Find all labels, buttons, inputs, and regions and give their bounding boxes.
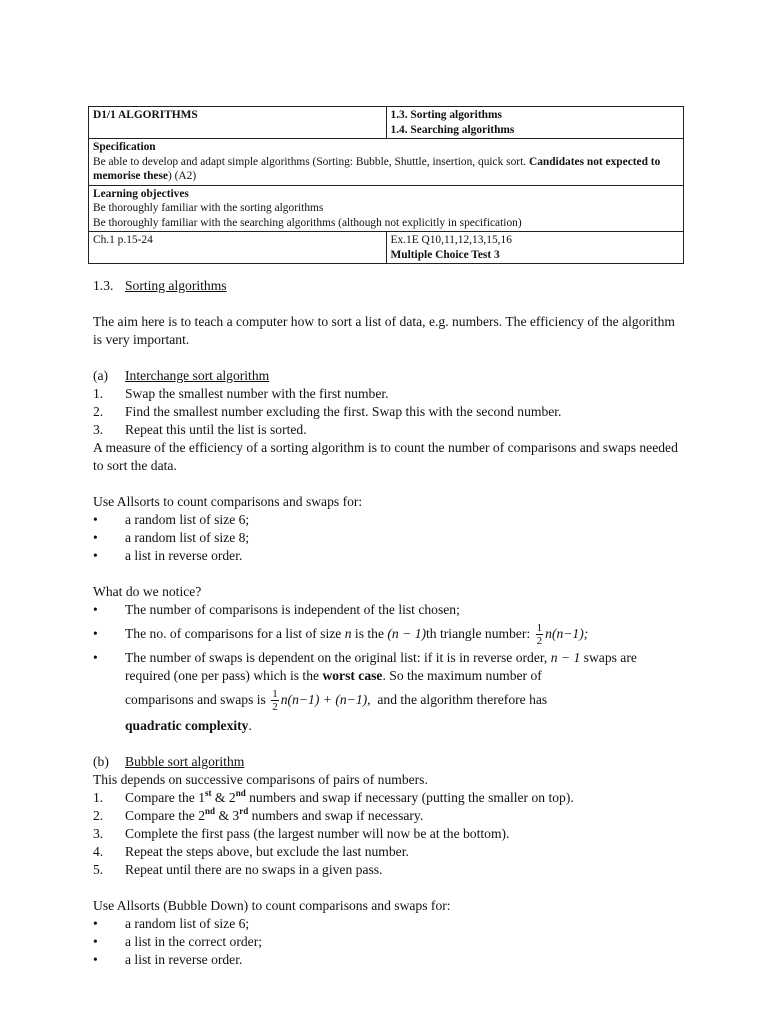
list-item — [93, 511, 683, 529]
bold-term: quadratic complexity — [125, 718, 249, 733]
list-item — [93, 825, 683, 843]
fraction-denominator: 2 — [536, 635, 543, 648]
ordinal-suffix: nd — [205, 806, 216, 816]
list-item — [93, 861, 683, 879]
math-variable: n — [344, 626, 352, 641]
objectives-cell — [89, 185, 684, 232]
step-text: Complete the first pass (the largest number will now be at the bottom). — [125, 826, 510, 841]
observation-text: The number of comparisons is independent of the list chosen; — [125, 602, 460, 617]
formula-line — [125, 685, 683, 715]
text-fragment: numbers and swap if necessary. — [248, 808, 424, 823]
list-item — [93, 933, 683, 951]
list-item — [93, 789, 683, 807]
text-fragment: & 3 — [215, 808, 240, 823]
section-number: 1.3. — [93, 278, 114, 293]
step-text — [125, 789, 574, 807]
fraction-numerator: 1 — [272, 688, 278, 701]
document-body — [93, 277, 683, 969]
step-text: Swap the smallest number with the first number. — [125, 386, 389, 401]
text-fragment: numbers and swap if necessary (putting the smaller on top). — [245, 790, 574, 805]
efficiency-paragraph: A measure of the efficiency of a sorting algorithm is to count the number of comparisons and swaps needed to sort the data. — [93, 440, 678, 473]
observation-text — [125, 649, 683, 735]
step-number: 3. — [93, 826, 104, 841]
exercise-reference: Ex.1E Q10,11,12,13,15,16 — [390, 234, 512, 246]
objective-item: Be thoroughly familiar with the searching algorithms (although not explicitly in specification) — [93, 216, 522, 229]
bold-term: worst case — [322, 668, 383, 683]
list-text: a list in the correct order; — [125, 934, 263, 949]
bullet-icon — [93, 933, 125, 951]
section-intro: The aim here is to teach a computer how to sort a list of data, e.g. numbers. The efficiency of the algorithm is very important. — [93, 314, 675, 347]
math-formula: n(n−1) + (n−1), — [280, 692, 371, 707]
text-fragment: swaps are required (one per pass) which is the — [125, 650, 637, 683]
text-fragment: . So the maximum number of — [382, 668, 542, 683]
subsection-label: (a) — [93, 368, 109, 383]
fraction-numerator: 1 — [536, 622, 543, 635]
text-fragment: comparisons and swaps is — [125, 692, 266, 707]
math-expression: (n − 1) — [387, 626, 427, 641]
step-number: 1. — [93, 790, 104, 805]
bullet-icon — [93, 951, 125, 969]
bullet-icon — [93, 649, 125, 667]
bullet-icon — [93, 511, 125, 529]
test-reference: Multiple Choice Test 3 — [390, 248, 500, 261]
list-item — [93, 951, 683, 969]
text-fragment: . — [248, 718, 252, 733]
specification-text: Be able to develop and adapt simple algorithms (Sorting: Bubble, Shuttle, insertion, quick sort. — [93, 155, 527, 168]
section-title: Sorting algorithms — [125, 278, 227, 293]
text-fragment: is the — [354, 626, 384, 641]
text-fragment: and the algorithm therefore has — [377, 692, 548, 707]
subsection-title: Interchange sort algorithm — [125, 368, 270, 383]
specification-bold-note: Candidates not expected to memorise these — [93, 155, 661, 182]
objectives-heading: Learning objectives — [93, 187, 189, 200]
step-number: 5. — [93, 862, 104, 877]
text-fragment: The no. of comparisons for a list of size — [125, 626, 342, 641]
list-item — [93, 601, 683, 619]
topic-sorting: 1.3. Sorting algorithms — [390, 109, 502, 121]
ordinal-suffix: st — [205, 788, 212, 798]
list-item — [93, 403, 683, 421]
bubble-intro: This depends on successive comparisons of pairs of numbers. — [93, 772, 428, 787]
list-item — [93, 807, 683, 825]
step-number: 1. — [93, 386, 104, 401]
subsection-label: (b) — [93, 754, 109, 769]
subsection-title: Bubble sort algorithm — [125, 754, 245, 769]
list-item — [93, 529, 683, 547]
subsection-heading — [93, 367, 683, 385]
fraction-half — [536, 622, 544, 647]
list-text: a list in reverse order. — [125, 952, 243, 967]
observation-text — [125, 619, 588, 649]
list-item — [93, 649, 683, 735]
text-fragment: The number of swaps is dependent on the original list: if it is in reverse order, — [125, 650, 548, 665]
allsorts-bubble-instruction: Use Allsorts (Bubble Down) to count comparisons and swaps for: — [93, 898, 451, 913]
list-item — [93, 915, 683, 933]
step-text — [125, 807, 423, 825]
ordinal-suffix: rd — [239, 806, 249, 816]
step-number: 2. — [93, 808, 104, 823]
list-item — [93, 547, 683, 565]
bullet-icon — [93, 619, 125, 649]
text-fragment: & 2 — [211, 790, 236, 805]
step-number: 4. — [93, 844, 104, 859]
step-text: Repeat the steps above, but exclude the last number. — [125, 844, 409, 859]
header-table — [88, 106, 684, 264]
fraction-half — [271, 688, 279, 713]
topic-searching: 1.4. Searching algorithms — [390, 123, 515, 136]
list-item — [93, 421, 683, 439]
math-formula: n(n−1); — [545, 626, 589, 641]
topics-cell — [386, 107, 684, 139]
list-text: a random list of size 8; — [125, 530, 250, 545]
ordinal-suffix: nd — [235, 788, 246, 798]
subsection-heading — [93, 753, 683, 771]
notice-question: What do we notice? — [93, 584, 202, 599]
list-item — [93, 843, 683, 861]
list-text: a list in reverse order. — [125, 548, 243, 563]
step-text: Repeat until there are no swaps in a given pass. — [125, 862, 383, 877]
text-fragment: Compare the 2 — [125, 808, 206, 823]
list-item — [93, 619, 683, 649]
bullet-icon — [93, 547, 125, 565]
list-text: a random list of size 6; — [125, 916, 250, 931]
text-fragment: Compare the 1 — [125, 790, 206, 805]
section-heading — [93, 277, 683, 295]
allsorts-instruction: Use Allsorts to count comparisons and swaps for: — [93, 494, 363, 509]
exercise-cell — [386, 232, 684, 264]
specification-cell — [89, 139, 684, 186]
list-item — [93, 385, 683, 403]
list-text: a random list of size 6; — [125, 512, 250, 527]
course-title: D1/1 ALGORITHMS — [89, 107, 387, 139]
math-expression: n − 1 — [550, 650, 581, 665]
text-fragment: th triangle number: — [426, 626, 531, 641]
specification-tail: ) (A2) — [167, 170, 197, 182]
bullet-icon — [93, 529, 125, 547]
step-text: Find the smallest number excluding the first. Swap this with the second number. — [125, 404, 562, 419]
step-number: 3. — [93, 422, 104, 437]
objective-item: Be thoroughly familiar with the sorting algorithms — [93, 202, 324, 214]
specification-heading: Specification — [93, 141, 156, 153]
bullet-icon — [93, 601, 125, 619]
step-number: 2. — [93, 404, 104, 419]
pages-reference: Ch.1 p.15-24 — [89, 232, 387, 264]
step-text: Repeat this until the list is sorted. — [125, 422, 307, 437]
bullet-icon — [93, 915, 125, 933]
fraction-denominator: 2 — [272, 701, 278, 714]
